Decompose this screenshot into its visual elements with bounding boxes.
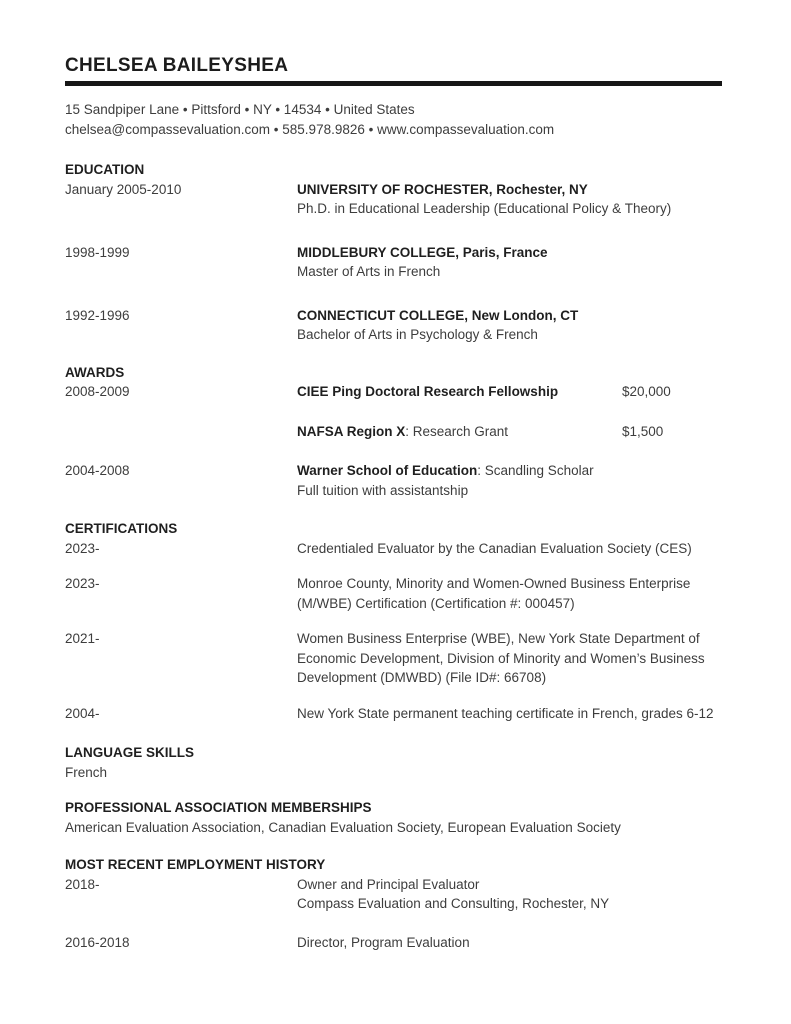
award-name-bold: CIEE Ping Doctoral Research Fellowship — [297, 384, 559, 399]
education-entry — [65, 243, 722, 282]
institution-name: UNIVERSITY OF ROCHESTER, Rochester, NY — [297, 181, 588, 197]
address-line: 15 Sandpiper Lane • Pittsford • NY • 14534 • United States — [65, 102, 415, 117]
institution-name: CONNECTICUT COLLEGE, New London, CT — [297, 307, 579, 323]
section-memberships — [65, 798, 722, 837]
entry-date: January 2005-2010 — [65, 181, 182, 197]
entry-date: 1998-1999 — [65, 244, 130, 260]
award-name — [297, 461, 622, 481]
award-name — [297, 382, 622, 402]
section-employment — [65, 855, 722, 952]
award-amount: $1,500 — [622, 423, 664, 439]
certification-line: Monroe County, Minority and Women-Owned Business Enterprise — [297, 576, 691, 591]
entry-date: 2021- — [65, 631, 100, 646]
certification-line: Women Business Enterprise (WBE), New York State Department of — [297, 631, 700, 646]
section-title-education: EDUCATION — [65, 162, 145, 177]
award-name-rest: : Research Grant — [405, 423, 509, 439]
certification-entry — [65, 704, 722, 724]
education-entry — [65, 180, 722, 219]
entry-date: 2004- — [65, 705, 100, 721]
entry-date: 1992-1996 — [65, 307, 130, 323]
degree-detail: Bachelor of Arts in Psychology & French — [297, 327, 538, 342]
section-language-skills — [65, 743, 722, 782]
section-awards — [65, 363, 722, 501]
award-amount: $20,000 — [622, 384, 671, 399]
certification-line: (M/WBE) Certification (Certification #: 000457) — [297, 595, 575, 611]
employment-role: Owner and Principal Evaluator — [297, 876, 480, 892]
section-title-employment: MOST RECENT EMPLOYMENT HISTORY — [65, 857, 326, 872]
contact-line: chelsea@compassevaluation.com • 585.978.9826 • www.compassevaluation.com — [65, 121, 555, 137]
section-title-awards: AWARDS — [65, 364, 125, 380]
certification-line: New York State permanent teaching certificate in French, grades 6-12 — [297, 705, 714, 721]
award-name-rest: : Scandling Scholar — [477, 463, 594, 478]
institution-name: MIDDLEBURY COLLEGE, Paris, France — [297, 244, 548, 260]
award-name-bold: Warner School of Education — [297, 463, 478, 478]
employment-entry — [65, 875, 722, 914]
employment-company: Compass Evaluation and Consulting, Rochester, NY — [297, 896, 610, 911]
employment-entry — [65, 933, 722, 953]
entry-date: 2023- — [65, 540, 100, 556]
entry-date: 2018- — [65, 876, 100, 892]
certification-line: Economic Development, Division of Minority and Women’s Business — [297, 650, 705, 666]
certification-entry — [65, 539, 722, 559]
section-title-memberships: PROFESSIONAL ASSOCIATION MEMBERSHIPS — [65, 800, 372, 815]
award-entry — [65, 382, 722, 402]
degree-detail: Master of Arts in French — [297, 264, 441, 279]
person-name: CHELSEA BAILEYSHEA — [65, 55, 289, 76]
entry-date: 2023- — [65, 576, 100, 591]
certification-entry — [65, 574, 722, 613]
award-detail: Full tuition with assistantship — [297, 482, 469, 498]
memberships-text: American Evaluation Association, Canadian Evaluation Society, European Evaluation Society — [65, 819, 621, 835]
education-entry — [65, 306, 722, 345]
entry-date: 2016-2018 — [65, 934, 130, 950]
certification-entry — [65, 629, 722, 688]
award-name — [297, 422, 622, 442]
entry-date: 2004-2008 — [65, 463, 130, 478]
contact-block — [65, 100, 722, 139]
section-certifications — [65, 519, 722, 723]
header-divider — [65, 81, 722, 86]
certification-line: Development (DMWBD) (File ID#: 66708) — [297, 670, 547, 685]
section-title-language-skills: LANGUAGE SKILLS — [65, 745, 195, 760]
section-title-certifications: CERTIFICATIONS — [65, 521, 178, 536]
language-skills-text: French — [65, 764, 108, 780]
section-education — [65, 160, 722, 345]
award-name-bold: NAFSA Region X — [297, 423, 406, 439]
degree-detail: Ph.D. in Educational Leadership (Educational Policy & Theory) — [297, 201, 672, 216]
entry-date: 2008-2009 — [65, 384, 130, 399]
award-entry — [65, 422, 722, 442]
certification-line: Credentialed Evaluator by the Canadian Evaluation Society (CES) — [297, 540, 692, 556]
award-entry — [65, 461, 722, 500]
employment-role: Director, Program Evaluation — [297, 934, 470, 950]
